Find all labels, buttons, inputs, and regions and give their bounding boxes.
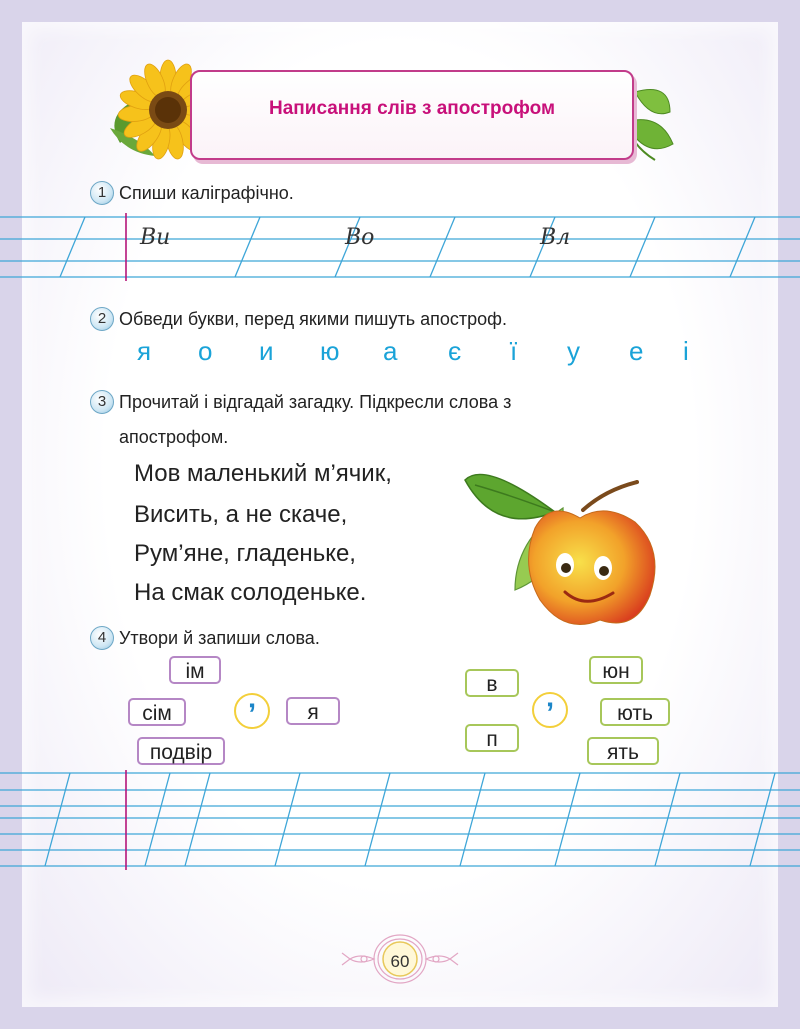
syllable-box: п [465,724,519,752]
vowel-letter[interactable]: я [137,336,152,366]
syllable-box: ять [587,737,659,765]
task-number-4: 4 [90,626,114,650]
vowel-letter[interactable]: ю [320,336,340,366]
syllable-box: ють [600,698,670,726]
vowel-letter[interactable]: і [683,336,689,366]
vowel-letter[interactable]: є [448,336,462,366]
task-1-text: Спиши каліграфічно. [119,183,294,203]
page-number: 60 [390,952,410,971]
riddle-line: Рум’яне, гладеньке, [134,540,356,567]
riddle-line: Мов маленький м’ячик, [134,460,392,487]
vowel-letter[interactable]: а [383,336,398,366]
cursive-sample-1: Ви [140,225,171,250]
task-number-1: 1 [90,181,114,205]
vowel-letter[interactable]: о [198,336,213,366]
syllable-box: я [286,697,340,725]
task-3-text: Прочитай і відгадай загадку. Підкресли слова з [119,392,512,412]
vowel-letter[interactable]: е [629,336,644,366]
apostrophe-circle: ’ [532,692,568,728]
apple-icon [455,440,685,640]
syllable-box: подвір [137,737,225,765]
syllable-box: юн [589,656,643,684]
syllable-box: сім [128,698,186,726]
vowel-letter[interactable]: ї [510,336,518,366]
syllable-box: ім [169,656,221,684]
task-number-3: 3 [90,390,114,414]
vowel-letter[interactable]: у [567,336,580,366]
cursive-sample-2: Во [345,225,375,250]
calligraphy-lines [0,205,800,285]
apostrophe-circle: ’ [234,693,270,729]
syllable-box: в [465,669,519,697]
vowel-letter[interactable]: и [259,336,274,366]
riddle-line: На смак солоденьке. [134,579,367,606]
task-number-2: 2 [90,307,114,331]
task-3-text-continued: апострофом. [119,427,229,447]
writing-grid[interactable] [0,770,800,880]
riddle-line: Висить, а не скаче, [134,501,348,528]
task-4-text: Утвори й запиши слова. [119,628,320,648]
page-title: Написання слів з апострофом [269,98,555,119]
cursive-sample-3: Вл [540,225,571,250]
task-2-text: Обведи букви, перед якими пишуть апостроф. [119,309,507,329]
